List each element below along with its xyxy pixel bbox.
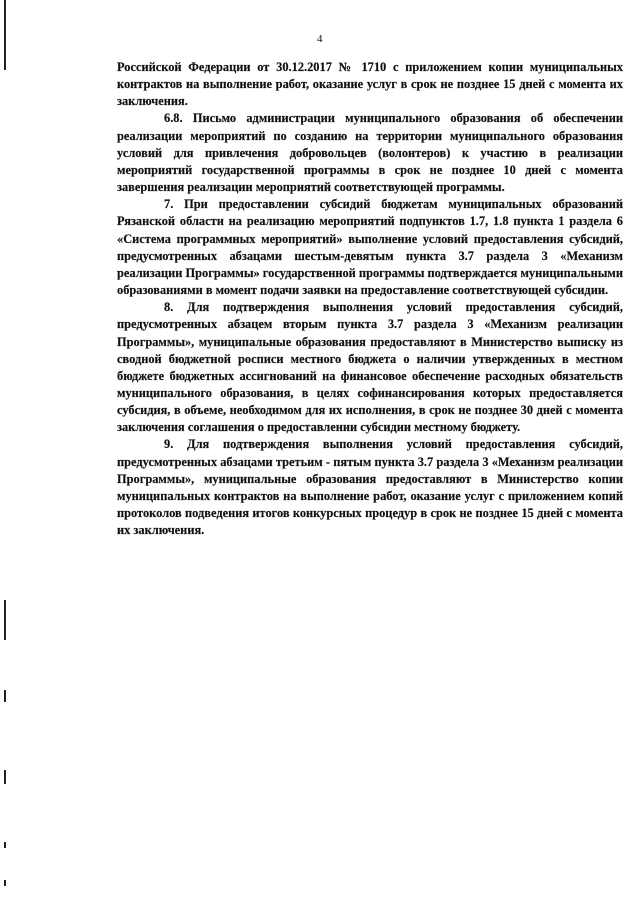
paragraph-continuation: Российской Федерации от 30.12.2017 № 1710 с приложением копии муниципальных контрактов на выполнение работ, оказание услуг в срок не позднее 15 дней с момента их заключения.: [117, 60, 623, 109]
paragraph-9: 9. Для подтверждения выполнения условий предоставления субсидий, предусмотренных абзацами третьим - пятым пункта 3.7 раздела 3 «Механизм реализации Программы», муниципальные образования предоставляют в Министерство копии муниципальных контрактов на выполнение работ, оказание услуг с приложением копий протоколов подведения итогов конкурсных процедур в срок не позднее 15 дней с момента их заключения.: [117, 437, 623, 538]
scan-margin-mark: [4, 690, 6, 702]
document-body: [117, 59, 623, 539]
paragraph-7: 7. При предоставлении субсидий бюджетам муниципальных образований Рязанской области на реализацию мероприятий подпунктов 1.7, 1.8 пункта 1 раздела 6 «Система программных мероприятий» выполнение условий предоставления субсидий, предусмотренных абзацами шестым-девятым пункта 3.7 раздела 3 «Механизм реализации Программы» государственной программы подтверждается муниципальными образованиями в момент подачи заявки на предоставление соответствующей субсидии.: [117, 197, 623, 298]
scan-margin-mark: [4, 842, 6, 848]
scan-margin-mark: [4, 770, 6, 784]
scan-margin-mark: [4, 880, 6, 886]
paragraph-6-8: 6.8. Письмо администрации муниципального образования об обеспечении реализации мероприятий по созданию на территории муниципального образования условий для привлечения добровольцев (волонтеров) к участию в реализации мероприятий государственной программы в срок не позднее 10 дней с момента завершения реализации мероприятий соответствующей программы.: [117, 111, 623, 195]
paragraph-8: 8. Для подтверждения выполнения условий предоставления субсидий, предусмотренных абзацем вторым пункта 3.7 раздела 3 «Механизм реализации Программы», муниципальные образования предоставляют в Министерство выписку из сводной бюджетной росписи местного бюджета о наличии утвержденных в местном бюджете бюджетных ассигнований на финансовое обеспечение расходных обязательств муниципального образования, в целях софинансирования которых предоставляется субсидия, в объеме, необходимом для их исполнения, в срок не позднее 30 дней с момента заключения соглашения о предоставлении субсидии местному бюджету.: [117, 300, 623, 435]
scan-margin-line: [4, 600, 6, 640]
scan-edge: [0, 0, 2, 905]
page-number: 4: [317, 33, 323, 45]
